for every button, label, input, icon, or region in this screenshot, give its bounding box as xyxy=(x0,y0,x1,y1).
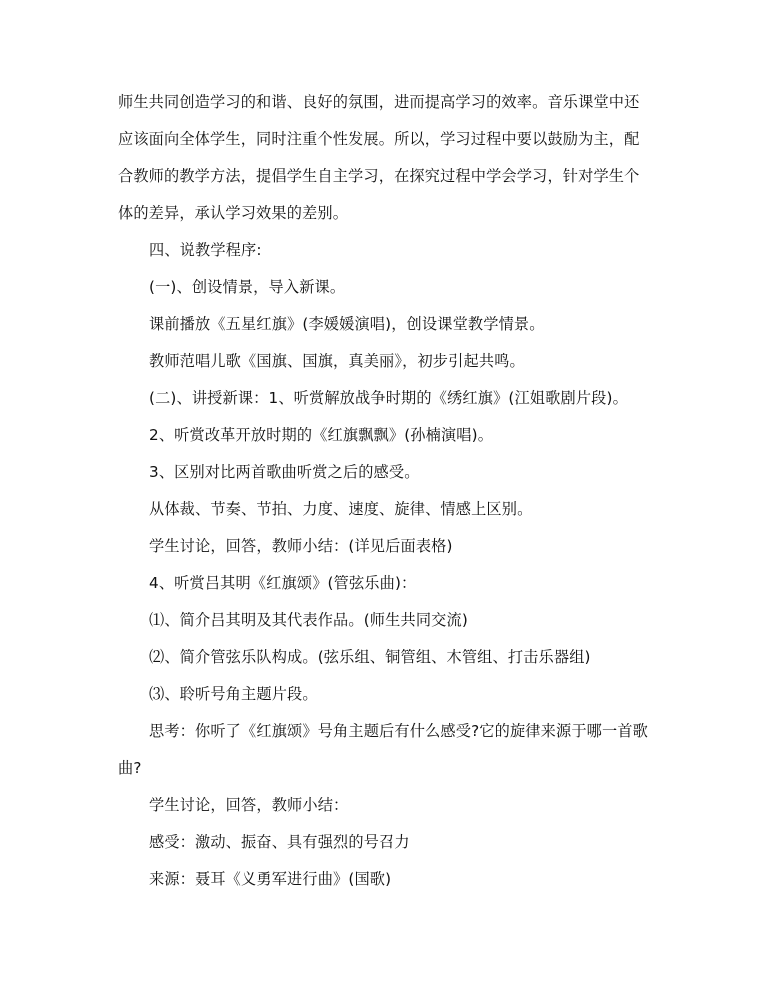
paragraph-line: 学生讨论，回答，教师小结：(详见后面表格) xyxy=(149,537,453,555)
list-item: ⑵、简介管弦乐队构成。(弦乐组、铜管组、木管组、打击乐器组) xyxy=(149,648,591,666)
paragraph-line: 课前播放《五星红旗》(李媛媛演唱)，创设课堂教学情景。 xyxy=(149,315,545,333)
paragraph-line: 教师范唱儿歌《国旗、国旗，真美丽》，初步引起共鸣。 xyxy=(149,352,525,370)
list-item: 4、听赏吕其明《红旗颂》(管弦乐曲)： xyxy=(149,574,417,592)
paragraph-line: 曲? xyxy=(118,759,142,777)
subsection-heading: (一)、创设情景，导入新课。 xyxy=(149,278,346,296)
paragraph-line: 合教师的教学方法，提倡学生自主学习，在探究过程中学会学习，针对学生个 xyxy=(118,167,640,185)
paragraph-line: 应该面向全体学生，同时注重个性发展。所以，学习过程中要以鼓励为主，配 xyxy=(118,130,640,148)
section-heading: 四、说教学程序: xyxy=(149,241,262,259)
paragraph-line: 师生共同创造学习的和谐、良好的氛围，进而提高学习的效率。音乐课堂中还 xyxy=(118,93,640,111)
list-item: ⑶、聆听号角主题片段。 xyxy=(149,685,318,703)
paragraph-line: 学生讨论，回答，教师小结： xyxy=(149,796,349,814)
paragraph-line: 思考：你听了《红旗颂》号角主题后有什么感受?它的旋律来源于哪一首歌 xyxy=(149,722,649,740)
list-item: 3、区别对比两首歌曲听赏之后的感受。 xyxy=(149,463,420,481)
paragraph-line: 体的差异，承认学习效果的差别。 xyxy=(118,204,349,222)
list-item: 2、听赏改革开放时期的《红旗飘飘》(孙楠演唱)。 xyxy=(149,426,494,444)
list-item: ⑴、简介吕其明及其代表作品。(师生共同交流) xyxy=(149,611,468,629)
paragraph-line: 感受：激动、振奋、具有强烈的号召力 xyxy=(149,833,410,851)
paragraph-line: 来源：聂耳《义勇军进行曲》(国歌) xyxy=(149,870,392,888)
subsection-heading: (二)、讲授新课：1、听赏解放战争时期的《绣红旗》(江姐歌剧片段)。 xyxy=(149,389,628,407)
paragraph-line: 从体裁、节奏、节拍、力度、速度、旋律、情感上区别。 xyxy=(149,500,533,518)
